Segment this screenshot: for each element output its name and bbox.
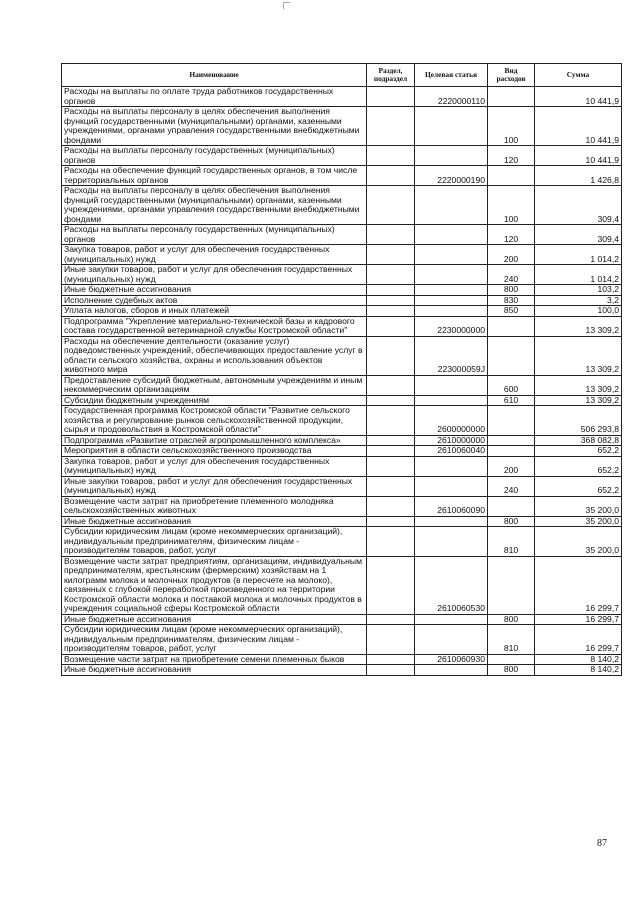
cell-section [367,375,415,395]
cell-target: 2610060930 [415,654,488,665]
cell-sum: 10 441,9 [535,146,622,166]
cell-name: Закупка товаров, работ и услуг для обеспечения государственных (муниципальных) нужд [62,245,367,265]
table-header-row [62,64,622,87]
cell-target [415,665,488,676]
cell-section [367,265,415,285]
table-row [62,625,622,655]
cell-section [367,285,415,296]
cell-target [415,295,488,306]
cell-name: Подпрограмма «Развитие отраслей агропромышленного комплекса» [62,435,367,446]
header-sum: Сумма [535,64,622,87]
cell-target [415,225,488,245]
cell-sum: 652,2 [535,446,622,457]
cell-name: Расходы на выплаты персоналу государственных (муниципальных) органов [62,146,367,166]
table-row [62,306,622,317]
cell-type: 120 [488,225,535,245]
cell-section [367,527,415,557]
cell-section [367,166,415,186]
budget-table [61,63,622,676]
cell-name: Мероприятия в области сельскохозяйственного производства [62,446,367,457]
cell-type: 830 [488,295,535,306]
table-row [62,496,622,516]
cell-name: Расходы на выплаты персоналу в целях обеспечения выполнения функций государственными (муниципальными) органами, казенными учреждениями, органами управления государственными внебюджетными фондами [62,186,367,225]
table-row [62,166,622,186]
table-row [62,476,622,496]
table-row [62,435,622,446]
cell-sum: 16 299,7 [535,625,622,655]
cell-name: Исполнение судебных актов [62,295,367,306]
cell-sum: 309,4 [535,225,622,245]
cell-sum: 16 299,7 [535,556,622,614]
header-name: Наименование [62,64,367,87]
cell-type [488,336,535,375]
cell-type [488,87,535,107]
cell-sum: 13 309,2 [535,336,622,375]
cell-section [367,295,415,306]
cell-type: 200 [488,245,535,265]
cell-target: 2600000000 [415,406,488,436]
cell-target [415,516,488,527]
cell-sum: 1 426,8 [535,166,622,186]
cell-target [415,625,488,655]
cell-section [367,556,415,614]
table-row [62,107,622,146]
cell-type: 850 [488,306,535,317]
table-row [62,285,622,296]
cell-sum: 8 140,2 [535,654,622,665]
cell-section [367,146,415,166]
cell-name: Расходы на обеспечение функций государственных органов, в том числе территориальных органов [62,166,367,186]
cell-target [415,107,488,146]
scan-corner-mark [283,2,290,9]
table-row [62,556,622,614]
cell-sum: 309,4 [535,186,622,225]
cell-type: 810 [488,625,535,655]
cell-type [488,446,535,457]
cell-target [415,265,488,285]
cell-section [367,446,415,457]
cell-target: 2220000190 [415,166,488,186]
cell-name: Иные бюджетные ассигнования [62,516,367,527]
header-section: Раздел, подраздел [367,64,415,87]
cell-name: Расходы на выплаты по оплате труда работников государственных органов [62,87,367,107]
cell-target [415,306,488,317]
cell-target [415,245,488,265]
cell-section [367,516,415,527]
cell-name: Субсидии юридическим лицам (кроме некоммерческих организаций), индивидуальным предпринимателям, физическим лицам - производителям товаров, работ, услуг [62,625,367,655]
cell-section [367,654,415,665]
cell-sum: 506 293,8 [535,406,622,436]
cell-sum: 1 014,2 [535,245,622,265]
cell-sum: 35 200,0 [535,516,622,527]
cell-sum: 1 014,2 [535,265,622,285]
cell-section [367,186,415,225]
table-row [62,375,622,395]
cell-type: 200 [488,456,535,476]
cell-name: Субсидии юридическим лицам (кроме некоммерческих организаций), индивидуальным предпринимателям, физическим лицам - производителям товаров, работ, услуг [62,527,367,557]
cell-type: 100 [488,186,535,225]
cell-type [488,316,535,336]
table-row [62,316,622,336]
cell-sum: 652,2 [535,476,622,496]
cell-type: 610 [488,395,535,406]
table-row [62,395,622,406]
cell-type: 600 [488,375,535,395]
cell-type: 800 [488,665,535,676]
table-body [62,87,622,676]
cell-sum: 10 441,9 [535,87,622,107]
cell-target: 2610000000 [415,435,488,446]
cell-section [367,496,415,516]
table-row [62,265,622,285]
cell-name: Закупка товаров, работ и услуг для обеспечения государственных (муниципальных) нужд [62,456,367,476]
cell-section [367,395,415,406]
cell-type: 240 [488,476,535,496]
cell-name: Возмещение части затрат предприятиям, организациям, индивидуальным предпринимателям, крестьянским (фермерским) хозяйствам на 1 килограмм молока и молочных продуктов (в пересчете на молоко), связанных с глубокой переработкой произведенного на территории Костромской области молока и поставкой молока и молочных продуктов в учреждения социальной сферы Костромской области [62,556,367,614]
table-row [62,295,622,306]
cell-target [415,186,488,225]
cell-target: 223000059J [415,336,488,375]
cell-section [367,306,415,317]
cell-type: 100 [488,107,535,146]
cell-name: Предоставление субсидий бюджетным, автономным учреждениям и иным некоммерческим организациям [62,375,367,395]
cell-sum: 35 200,0 [535,496,622,516]
cell-section [367,665,415,676]
cell-target [415,614,488,625]
cell-name: Субсидии бюджетным учреждениям [62,395,367,406]
table-row [62,516,622,527]
header-target: Целевая статья [415,64,488,87]
cell-sum: 35 200,0 [535,527,622,557]
cell-target [415,456,488,476]
cell-type [488,556,535,614]
cell-name: Расходы на выплаты персоналу в целях обеспечения выполнения функций государственными (муниципальными) органами, казенными учреждениями, органами управления государственными внебюджетными фондами [62,107,367,146]
table-row [62,654,622,665]
cell-sum: 368 082,8 [535,435,622,446]
table-row [62,406,622,436]
cell-section [367,406,415,436]
cell-type [488,435,535,446]
cell-target [415,375,488,395]
cell-target: 2610060530 [415,556,488,614]
cell-section [367,336,415,375]
cell-type [488,166,535,186]
cell-section [367,614,415,625]
cell-target [415,476,488,496]
cell-type: 240 [488,265,535,285]
cell-section [367,225,415,245]
cell-section [367,107,415,146]
cell-name: Возмещение части затрат на приобретение племенного молодняка сельскохозяйственных животных [62,496,367,516]
cell-name: Подпрограмма "Укрепление материально-технической базы и кадрового состава государственной ветеринарной службы Костромской области" [62,316,367,336]
cell-name: Иные бюджетные ассигнования [62,614,367,625]
cell-type [488,496,535,516]
cell-name: Государственная программа Костромской области "Развитие сельского хозяйства и регулирование рынков сельскохозяйственной продукции, сырья и продовольствия в Костромской области" [62,406,367,436]
cell-sum: 103,2 [535,285,622,296]
cell-sum: 100,0 [535,306,622,317]
cell-section [367,476,415,496]
cell-target: 2230000000 [415,316,488,336]
cell-sum: 13 309,2 [535,395,622,406]
cell-sum: 13 309,2 [535,375,622,395]
table-row [62,87,622,107]
cell-section [367,435,415,446]
cell-section [367,87,415,107]
table-row [62,446,622,457]
cell-sum: 10 441,9 [535,107,622,146]
table-row [62,665,622,676]
cell-name: Расходы на обеспечение деятельности (оказание услуг) подведомственных учреждений, обеспечивающих предоставление услуг в области сельского хозяйства, охраны и использования объектов животного мира [62,336,367,375]
cell-sum: 16 299,7 [535,614,622,625]
cell-name: Возмещение части затрат на приобретение семени племенных быков [62,654,367,665]
cell-section [367,245,415,265]
cell-target: 2610060040 [415,446,488,457]
table-row [62,336,622,375]
cell-name: Иные бюджетные ассигнования [62,665,367,676]
cell-section [367,625,415,655]
cell-section [367,456,415,476]
cell-section [367,316,415,336]
cell-type: 800 [488,516,535,527]
page-number: 87 [597,838,607,849]
cell-sum: 13 309,2 [535,316,622,336]
cell-name: Уплата налогов, сборов и иных платежей [62,306,367,317]
table-row [62,225,622,245]
cell-type: 800 [488,614,535,625]
cell-sum: 3,2 [535,295,622,306]
table-row [62,245,622,265]
cell-sum: 652,2 [535,456,622,476]
cell-name: Иные закупки товаров, работ и услуг для обеспечения государственных (муниципальных) нужд [62,265,367,285]
cell-target [415,527,488,557]
cell-type [488,654,535,665]
cell-type: 810 [488,527,535,557]
table-row [62,146,622,166]
cell-name: Иные закупки товаров, работ и услуг для обеспечения государственных (муниципальных) нужд [62,476,367,496]
cell-name: Иные бюджетные ассигнования [62,285,367,296]
cell-target: 2610060090 [415,496,488,516]
cell-target [415,395,488,406]
table-row [62,527,622,557]
table-row [62,456,622,476]
cell-target [415,146,488,166]
header-type: Вид расходов [488,64,535,87]
cell-type [488,406,535,436]
cell-type: 120 [488,146,535,166]
cell-sum: 8 140,2 [535,665,622,676]
cell-name: Расходы на выплаты персоналу государственных (муниципальных) органов [62,225,367,245]
table-row [62,614,622,625]
cell-type: 800 [488,285,535,296]
cell-target: 2220000110 [415,87,488,107]
cell-target [415,285,488,296]
table-row [62,186,622,225]
